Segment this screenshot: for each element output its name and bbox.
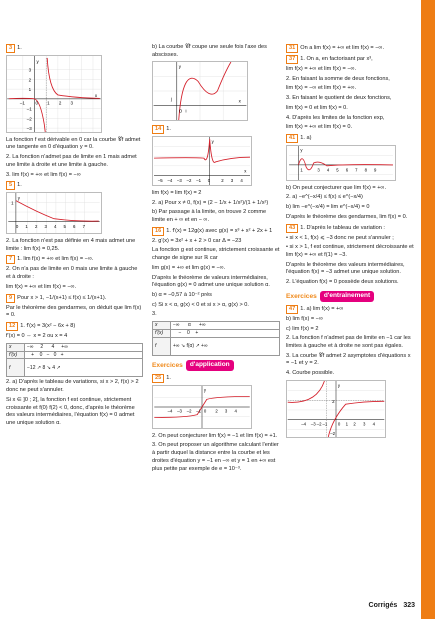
exercise-12 (6, 322, 143, 331)
answer-text: D'après le théorème des gendarmes, lim f(x) = 0. (286, 213, 408, 220)
svg-text:2: 2 (221, 178, 224, 184)
answer-text: 2. a) −e^(−x/4) ≤ f(x) ≤ e^(−x/4) (286, 194, 363, 201)
svg-text:0: 0 (35, 100, 38, 106)
svg-text:0: 0 (207, 178, 211, 184)
svg-text:4: 4 (54, 224, 57, 230)
answer-text: 2. On peut conjecturer lim f(x) = −1 et lim f(x) = +1. (152, 432, 278, 439)
svg-text:x: x (244, 168, 247, 174)
answer-text: 1. (166, 126, 171, 133)
answer-text: 2. g'(x) = 3x² + x + 2 > 0 car Δ = −23 (152, 237, 242, 244)
section-title: Exercices (286, 292, 317, 300)
exercise-number: 9 (6, 294, 15, 303)
footer-label: Corrigés (368, 602, 398, 610)
svg-text:3: 3 (230, 178, 234, 184)
exercise-31 (286, 44, 414, 53)
answer-text: b) On peut conjecturer que lim f(x) = +∞. (286, 184, 387, 191)
answer-text: 1. (166, 374, 171, 381)
answer-text: 3. On peut proposer un algorithme calculant l'entier à partir duquel la distance entre la courbe et les droites d'équation y = −1 en −∞ et y = 1 en +∞ est plus petite par exemple de e = 10⁻³. (152, 442, 279, 472)
exercise-number: 14 (152, 125, 164, 134)
svg-text:5: 5 (336, 167, 339, 173)
svg-text:–2: –2 (316, 421, 322, 427)
svg-text:2: 2 (28, 77, 32, 83)
answer-text: • si x < 1, f(x) ⩽ −3 donc ne peut s'annuler ; (286, 234, 394, 241)
svg-text:–2: –2 (330, 430, 336, 436)
graph-ex12-curve (152, 61, 248, 121)
svg-text:y: y (300, 147, 303, 153)
svg-text:0: 0 (203, 408, 207, 414)
column-3 (286, 44, 414, 442)
answer-text: 1. f'(x) = 12g(x) avec g(x) = x³ + x² + 2x + 1 (166, 227, 273, 234)
svg-text:6: 6 (345, 167, 349, 173)
answer-text: lim f(x) = −∞ et lim f(x) = +∞. (286, 85, 357, 92)
svg-text:–1: –1 (196, 408, 202, 414)
section-header-application (152, 360, 280, 371)
svg-text:2: 2 (34, 224, 38, 230)
exercise-number: 7 (6, 255, 15, 264)
page-number: 323 (403, 602, 415, 610)
svg-text:x: x (94, 92, 98, 98)
answer-text: • si x > 1, f est continue, strictement décroissante et lim f(x) = +∞ et f(1) = −3. (286, 244, 414, 258)
answer-text: lim f(x) = lim f(x) = 2 (152, 189, 202, 196)
answer-text: 2. La fonction n'est pas définie en 4 mais admet une limite : lim f(x) = 0,25. (6, 238, 136, 252)
svg-text:–3: –3 (26, 126, 32, 132)
svg-text:–3: –3 (177, 408, 182, 414)
answer-text: 3. La courbe 𝒞f admet 2 asymptotes d'équations x = −1 et y = 2. (286, 352, 411, 367)
svg-text:2: 2 (353, 421, 356, 427)
answer-text: 2. La fonction n'admet pas de limite en 1 mais admet une limite à droite et une limite à gauche. (6, 154, 137, 168)
exercise-number: 31 (286, 44, 298, 53)
answer-text: La fonction g est continue, strictement croissante et change de signe sur ℝ car (152, 247, 280, 262)
exercise-43 (286, 224, 414, 233)
svg-text:–1: –1 (19, 100, 25, 106)
answer-text: b) La courbe 𝒞f coupe une seule fois l'axe des abscisses. (152, 44, 267, 58)
exercise-number: 12 (6, 322, 18, 331)
svg-text:2: 2 (215, 408, 218, 414)
column-2 (152, 44, 280, 475)
variation-table-ex12: x −∞ 2 4 +∞ f'(x) + 0 − 0 + f −12 ↗ 8 ↘ 4 ↗ (6, 343, 143, 378)
answer-text: 2. a) D'après le tableau de variations, si x > 2, f(x) > 2 donc ne peut s'annuler. (6, 379, 139, 394)
answer-text: 2. On n'a pas de limite en 0 mais une limite à gauche et à droite : (6, 266, 138, 281)
svg-text:7: 7 (355, 167, 358, 173)
svg-text:4: 4 (326, 167, 330, 173)
answer-text: 1. f'(x) = 3(x² − 6x + 8) (20, 323, 76, 329)
svg-text:–4: –4 (301, 421, 307, 427)
column-1 (6, 44, 143, 430)
exercise-number: 25 (152, 374, 164, 383)
exercise-number: 3 (6, 44, 15, 53)
svg-text:3: 3 (70, 100, 74, 106)
answer-text: Si x ∈ ]0 ; 2[, la fonction f est continue, strictement croissante et f(0) f(2) < 0, donc, d'après le théorème des valeurs intermédiaires, l'équation f(x) = 0 admet une unique solution α. (6, 396, 135, 427)
answer-text: 1. (17, 182, 22, 189)
exercise-number: 37 (286, 55, 298, 64)
svg-text:y: y (337, 382, 341, 388)
answer-text: 3. lim f(x) = +∞ et lim f(x) = −∞ (6, 171, 81, 178)
svg-text:3: 3 (224, 408, 228, 414)
answer-text: b) α = −0,57 à 10⁻² près (152, 292, 212, 299)
answer-text: D'après le théorème des valeurs intermédiaires, l'équation f(x) = −3 admet une unique solution. (286, 261, 405, 276)
answer-text: 1. (17, 45, 22, 51)
graph-ex14 (152, 136, 252, 186)
exercise-5 (6, 181, 143, 190)
svg-text:–1: –1 (196, 178, 202, 184)
answer-text: 2. En faisant la somme de deux fonctions, (286, 75, 390, 82)
answer-text: f'(x) = 0 ⇔ x = 2 ou x = 4 (6, 332, 68, 339)
answer-text: lim f(x) = +∞ et lim f(x) = −∞. (6, 283, 77, 290)
svg-text:7: 7 (82, 224, 86, 230)
exercise-7 (6, 255, 143, 264)
svg-text:1: 1 (345, 421, 349, 427)
svg-text:2: 2 (332, 399, 335, 405)
graph-ex41 (286, 145, 396, 181)
section-header-training (286, 291, 414, 302)
exercise-3 (6, 44, 143, 53)
exercise-41 (286, 134, 414, 143)
exercise-9 (6, 294, 143, 303)
svg-text:–1: –1 (322, 421, 328, 427)
svg-text:y: y (17, 195, 20, 201)
svg-text:y: y (36, 58, 39, 64)
svg-text:3: 3 (44, 224, 47, 230)
exercise-number: 5 (6, 181, 15, 190)
answer-text: Pour x > 1, −1/(x+1) ≤ f(x) ≤ 1/(x+1). (17, 294, 107, 301)
graph-ex3 (6, 55, 102, 133)
answer-text: 2. a) Pour x ≠ 0, f(x) = (2 − 1/x + 1/x²)/(1 + 1/x²) (152, 199, 269, 206)
answer-text: 1. a) lim f(x) = +∞ (300, 305, 344, 312)
svg-text:y: y (203, 387, 207, 393)
graph-ex5 (6, 192, 102, 234)
page-edge-tab (421, 0, 435, 619)
answer-text: 4. D'après les limites de la fonction exp, (286, 114, 385, 121)
svg-text:j: j (171, 97, 172, 103)
variation-table-ex16: x −∞ α +∞ f'(x) − 0 + f +∞ ↘ f(α) ↗ +∞ (152, 321, 280, 356)
svg-text:9: 9 (374, 167, 377, 173)
svg-text:5: 5 (63, 224, 66, 230)
svg-text:3: 3 (363, 421, 366, 427)
svg-text:–2: –2 (186, 178, 192, 184)
svg-text:y: y (211, 138, 214, 144)
svg-text:0: 0 (337, 421, 341, 427)
answer-text: lim f(x) = +∞ et lim f(x) = −∞. (286, 65, 357, 72)
svg-text:1: 1 (47, 100, 50, 106)
answer-text: lim f(x) = 0 et lim f(x) = 0. (286, 104, 348, 111)
answer-text: La fonction f est dérivable en 0 car la courbe 𝒞f admet une tangente en 0 d'équation y = 0. (6, 136, 141, 151)
exercise-number: 41 (286, 134, 298, 143)
svg-text:3: 3 (317, 167, 320, 173)
svg-text:1: 1 (300, 167, 303, 173)
exercise-37 (286, 55, 414, 64)
svg-text:6: 6 (73, 224, 76, 230)
svg-text:2: 2 (58, 100, 62, 106)
answer-text: D'après le théorème de valeurs intermédiaires, l'équation g(x) = 0 admet une unique solution α. (152, 274, 270, 289)
answer-text: 1. a) (300, 135, 312, 141)
section-title: Exercices (152, 361, 183, 369)
svg-text:4: 4 (372, 421, 376, 427)
svg-text:–4: –4 (167, 408, 173, 414)
answer-text: 3. En faisant le quotient de deux fonctions, (286, 95, 392, 102)
exercise-number: 16 (152, 227, 164, 236)
answer-text: 1. On a, en factorisant par x³, (300, 55, 373, 62)
svg-text:3: 3 (28, 67, 32, 73)
page-footer (363, 601, 415, 611)
answer-text: 2. La fonction f n'admet pas de limite en −1 car les limites à gauche et à droite ne sont pas égales. (286, 335, 411, 349)
svg-text:–5: –5 (157, 178, 163, 184)
svg-text:–3: –3 (310, 421, 316, 427)
svg-text:0: 0 (15, 224, 19, 230)
svg-text:–1: –1 (26, 106, 32, 112)
section-badge: d'application (186, 360, 234, 371)
answer-text: b) lim f(x) = −∞ (286, 315, 323, 322)
exercise-16 (152, 227, 280, 236)
answer-text: Par le théorème des gendarmes, on déduit que lim f(x) = 0. (6, 304, 142, 319)
answer-text: lim g(x) = +∞ et lim g(x) = −∞. (152, 264, 226, 271)
svg-text:–2: –2 (186, 408, 192, 414)
svg-text:1: 1 (25, 224, 28, 230)
svg-text:1: 1 (11, 200, 14, 206)
answer-text: c) lim f(x) = 2 (286, 325, 319, 332)
svg-text:4: 4 (240, 178, 243, 184)
answer-text: 2. L'équation f(x) = 0 possède deux solutions. (286, 279, 399, 286)
graph-ex47 (286, 380, 386, 438)
exercise-number: 43 (286, 224, 298, 233)
answer-text: 3. (152, 311, 157, 318)
answer-text: 4. Courbe possible. (286, 370, 335, 377)
answer-text: b) Par passage à la limite, on trouve 2 comme limite en + ∞ et en − ∞. (152, 209, 267, 224)
exercise-47 (286, 305, 414, 314)
svg-text:y: y (178, 64, 181, 70)
svg-text:4: 4 (234, 408, 237, 414)
svg-text:–3: –3 (177, 178, 182, 184)
answer-text: On a lim f(x) = +∞ et lim f(x) = −∞. (300, 45, 385, 51)
answer-text: lim f(x) = +∞ et lim f(x) = 0. (286, 124, 352, 131)
answer-text: 1. lim f(x) = +∞ et lim f(x) = −∞. (17, 256, 94, 263)
svg-text:8: 8 (364, 167, 367, 173)
svg-text:x: x (238, 99, 241, 105)
exercise-25 (152, 374, 280, 383)
section-badge: d'entraînement (320, 291, 374, 302)
svg-text:O: O (178, 108, 183, 114)
exercise-number: 47 (286, 305, 298, 314)
answer-text: b) lim −e^(−x/4) = lim e^(−x/4) = 0 (286, 204, 370, 211)
answer-text: c) Si x < α, g(x) < 0 et si x > α, g(x) > 0. (152, 301, 249, 308)
svg-text:–2: –2 (26, 116, 32, 122)
exercise-14 (152, 125, 280, 134)
graph-ex25 (152, 385, 252, 429)
answer-text: 1. D'après le tableau de variation : (300, 224, 385, 231)
svg-text:i: i (185, 108, 187, 114)
svg-text:–4: –4 (167, 178, 173, 184)
svg-text:1: 1 (28, 87, 32, 93)
